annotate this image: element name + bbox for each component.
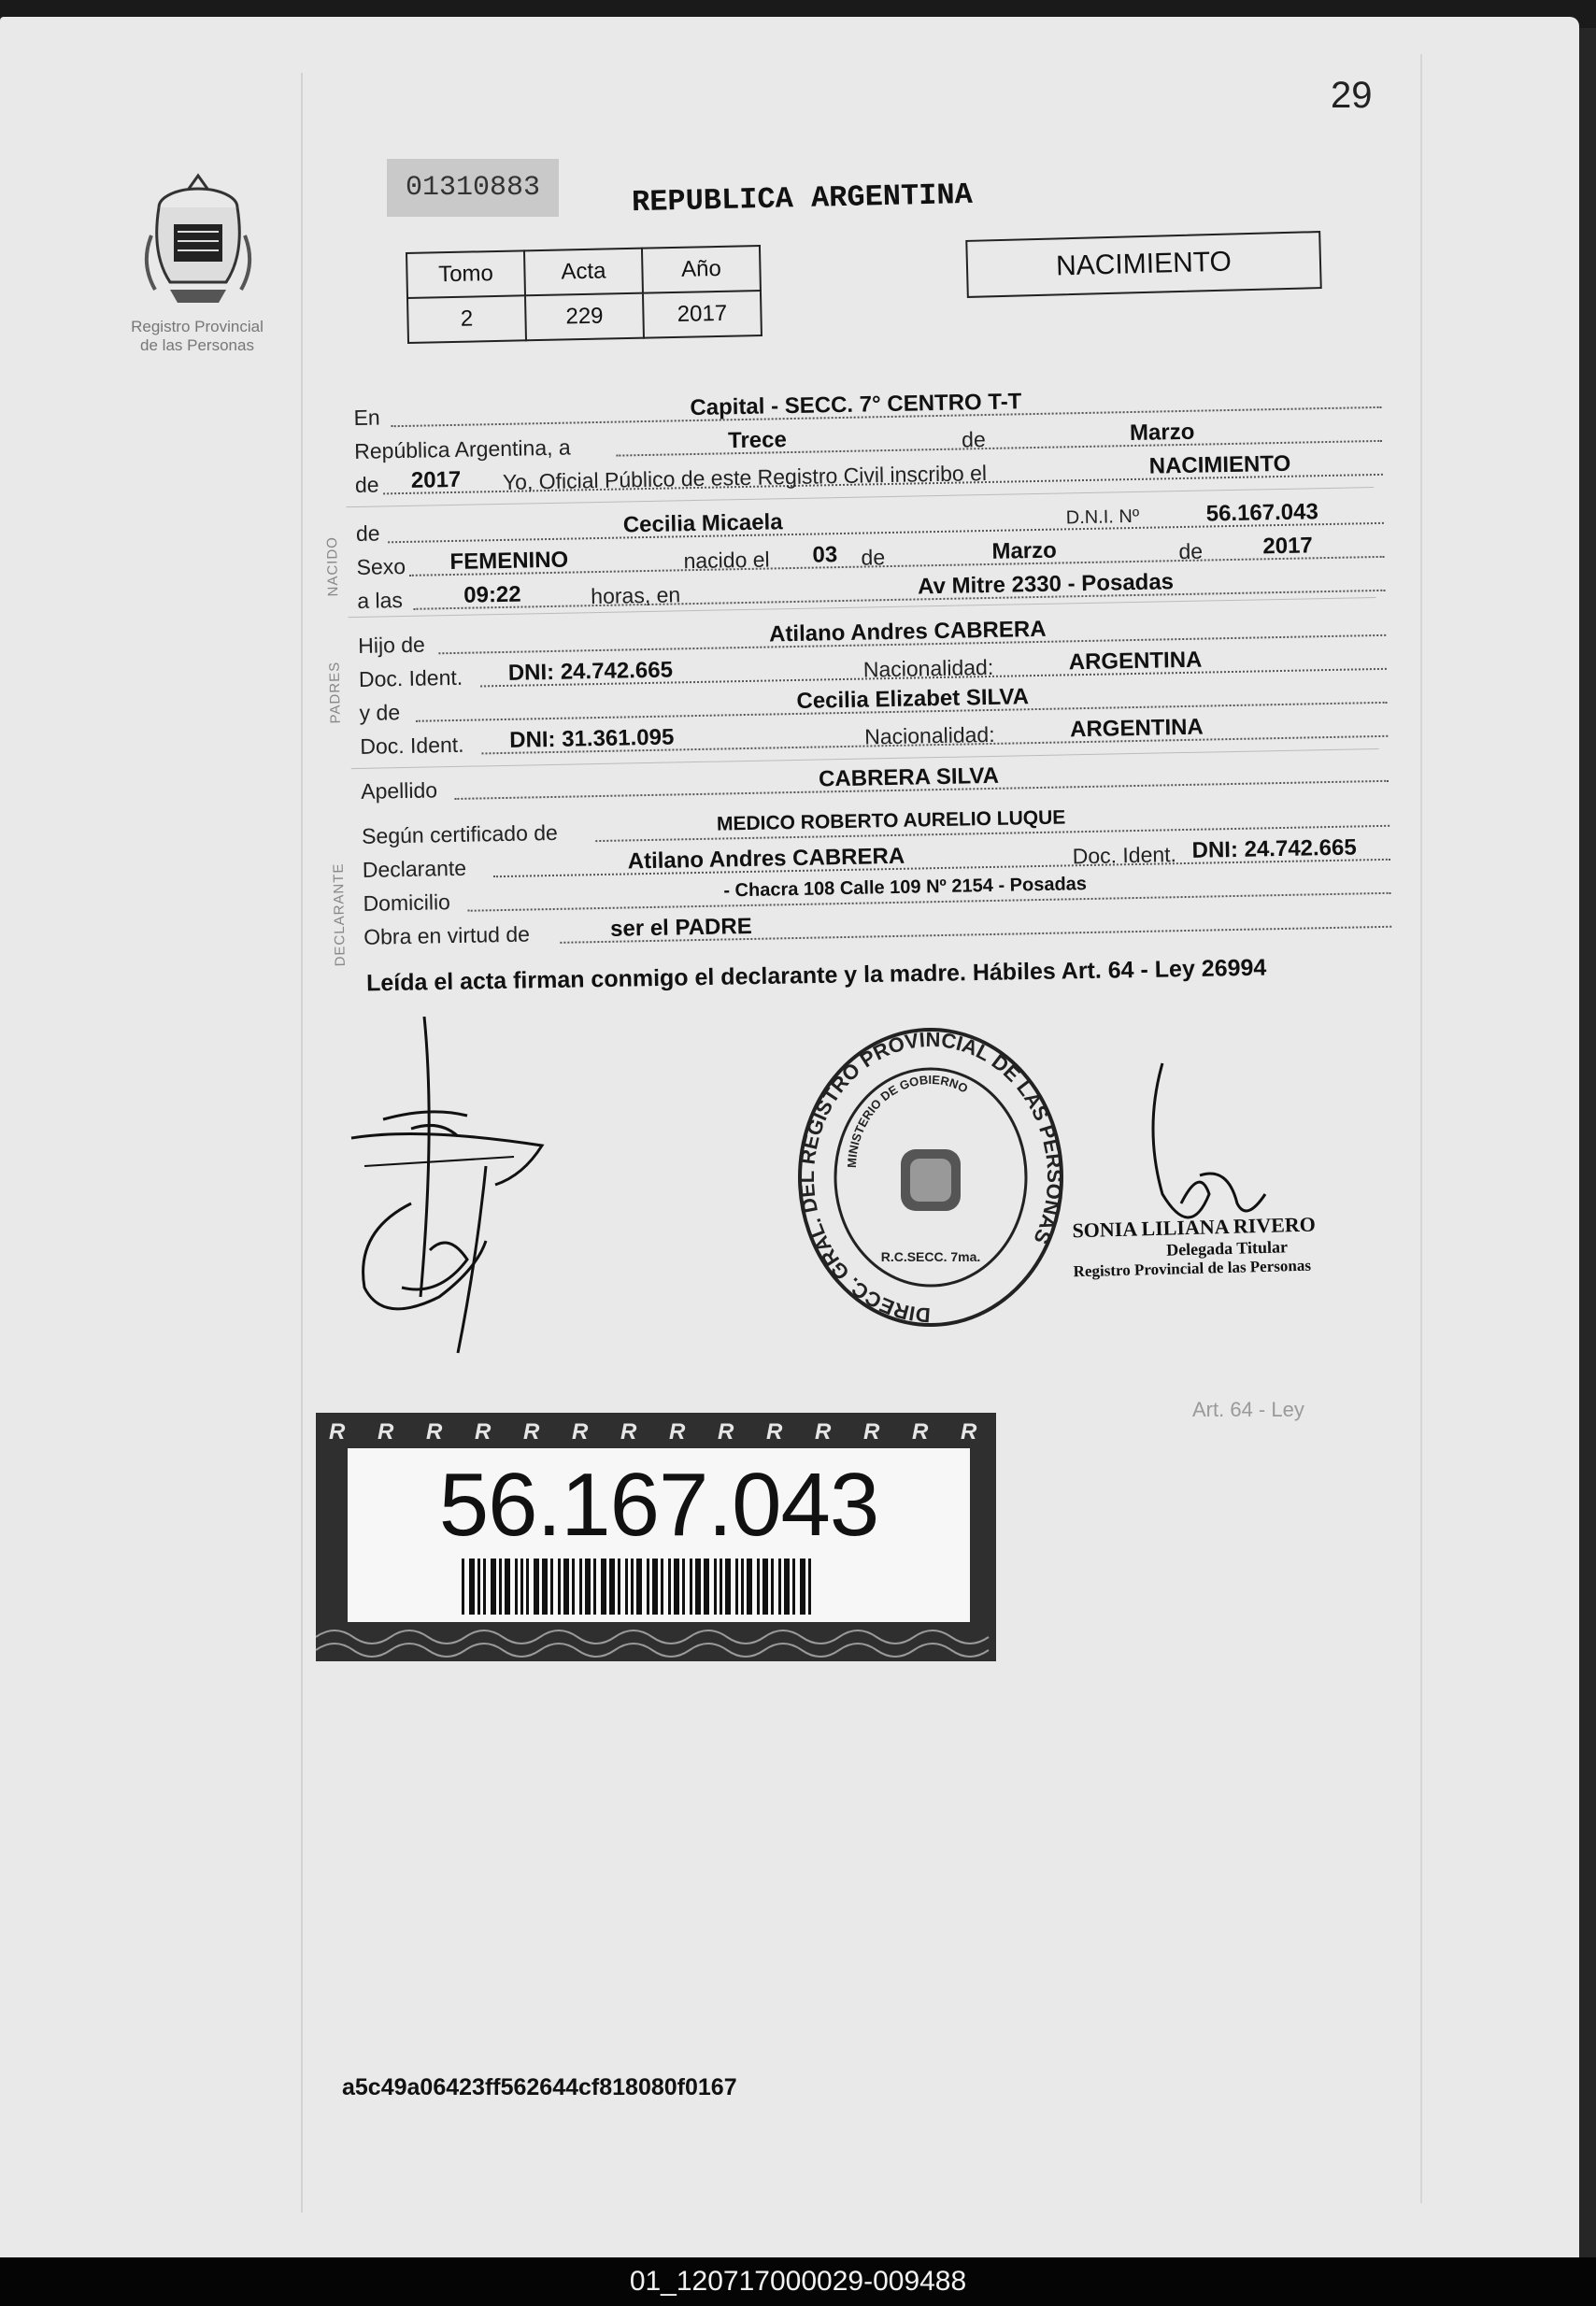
page-number: 29: [1331, 75, 1373, 116]
domicilio-value: - Chacra 108 Calle 109 Nº 2154 - Posadas: [723, 874, 1088, 902]
doc-label: Doc. Ident.: [358, 664, 463, 691]
barcode-bar: [469, 1559, 475, 1615]
sexo-label: Sexo: [356, 553, 406, 579]
inscribo-label: Yo, Oficial Público de este Registro Civil inscribo el: [502, 461, 988, 494]
barcode-bar: [682, 1559, 685, 1615]
section-label-nacido: NACIDO: [323, 535, 342, 597]
declarant-signature-icon: [346, 1017, 570, 1362]
yde-label: y de: [359, 700, 401, 725]
barcode-bar: [808, 1559, 811, 1615]
security-badge-letter: R: [718, 1419, 734, 1445]
barcode-bar: [778, 1559, 781, 1615]
barcode-bar: [618, 1559, 620, 1615]
registry-value-row: [407, 291, 762, 343]
birth-day-value: 03: [812, 542, 838, 568]
declarante-label: Declarante: [362, 855, 467, 882]
barcode-bar: [800, 1559, 805, 1615]
apellido-value: CABRERA SILVA: [818, 762, 1000, 792]
barcode-bar: [593, 1559, 596, 1615]
security-badge-letter: R: [378, 1419, 394, 1445]
barcode-bar: [695, 1559, 701, 1615]
barcode-bar: [526, 1559, 529, 1615]
dni-value: 56.167.043: [1205, 499, 1319, 527]
barcode-bar: [558, 1559, 561, 1615]
barcode-bar: [792, 1559, 795, 1615]
security-badge-letter: R: [329, 1419, 346, 1445]
certificado-value: MEDICO ROBERTO AURELIO LUQUE: [716, 806, 1066, 835]
barcode-bar: [636, 1559, 642, 1615]
registry-header-cell: Acta: [524, 249, 643, 296]
year-value: 2017: [410, 466, 462, 493]
sexo-value: FEMENINO: [449, 547, 569, 576]
barcode-bar: [491, 1559, 496, 1615]
registry-header-cell: Año: [642, 246, 761, 293]
domicilio-label: Domicilio: [363, 890, 451, 916]
security-badge-letter: R: [863, 1419, 880, 1445]
barcode-bar: [704, 1559, 709, 1615]
barcode-bar: [631, 1559, 634, 1615]
bleed-through-text: Art. 64 - Ley: [1192, 1398, 1304, 1421]
barcode-bar: [462, 1559, 464, 1615]
section-label-padres: PADRES: [326, 661, 344, 724]
barcode-bar: [550, 1559, 553, 1615]
barcode-bar: [771, 1559, 774, 1615]
section-label-declarante: DECLARANTE: [330, 862, 349, 967]
barcode-bar: [674, 1559, 679, 1615]
security-badge-letter: R: [912, 1419, 929, 1445]
dni-label: D.N.I. Nº: [1065, 505, 1140, 529]
document-hash: a5c49a06423ff562644cf818080f0167: [342, 2074, 737, 2100]
scan-footer-id: 01_120717000029-009488: [0, 2257, 1596, 2306]
registry-value-cell: 229: [525, 293, 644, 341]
security-badge-letter: R: [961, 1419, 977, 1445]
certificate-page: [0, 17, 1579, 2257]
barcode-label: [316, 1413, 996, 1661]
barcode-bar: [505, 1559, 510, 1615]
legal-statement: Leída el acta firman conmigo el declarante y la madre. Hábiles Art. 64 - Ley 26994: [365, 954, 1267, 997]
inscribo-value: NACIMIENTO: [1148, 450, 1291, 479]
birth-record-form: [323, 371, 1390, 967]
registry-value-cell: 2: [407, 295, 526, 343]
horas-label: horas, en: [591, 582, 681, 609]
doc3-label: Doc. Ident.: [1072, 842, 1177, 869]
province-coat-of-arms-icon: [133, 170, 264, 310]
barcode-bar: [647, 1559, 649, 1615]
security-badge-letter: R: [669, 1419, 686, 1445]
father-doc-value: DNI: 24.742.665: [507, 657, 674, 686]
serial-number: 01310883: [387, 159, 559, 217]
barcode-bar: [579, 1559, 582, 1615]
seal-inner-text: MINISTERIO DE GOBIERNO: [844, 1072, 971, 1169]
seal-outer-text: DIRECC. GRAL. DEL REGISTRO PROVINCIAL DE LAS PERSONAS: [795, 1028, 1067, 1328]
barcode-bar: [690, 1559, 692, 1615]
de-label: de: [961, 427, 986, 452]
barcode-bar: [747, 1559, 752, 1615]
father-nationality-value: ARGENTINA: [1068, 647, 1203, 676]
security-badge-letter: R: [426, 1419, 443, 1445]
barcode-bar: [534, 1559, 539, 1615]
birth-year-value: 2017: [1262, 533, 1314, 560]
security-badge-letter: R: [475, 1419, 492, 1445]
hijo-label: Hijo de: [357, 632, 426, 658]
logo-caption: Registro Provincial de las Personas: [131, 318, 264, 354]
barcode-bar: [625, 1559, 628, 1615]
registry-header-row: [406, 246, 761, 298]
father-name-value: Atilano Andres CABRERA: [768, 616, 1047, 648]
seal-bottom-text: R.C.SECC. 7ma.: [880, 1249, 981, 1264]
form-row-apellido: [361, 756, 1389, 807]
time-value: 09:22: [463, 581, 521, 608]
registry-table: [406, 245, 762, 344]
birth-month-value: Marzo: [991, 537, 1058, 564]
nacido-label: nacido el: [683, 547, 770, 574]
barcode-bar: [741, 1559, 744, 1615]
de3-label: de: [355, 520, 380, 546]
security-badge-letter: R: [572, 1419, 589, 1445]
officer-role: Delegada Titular: [1165, 1237, 1289, 1260]
mother-doc-value: DNI: 31.361.095: [508, 724, 675, 753]
officer-block: [1072, 1211, 1382, 1282]
barcode-bar: [585, 1559, 591, 1615]
child-name-value: Cecilia Micaela: [622, 509, 783, 538]
nacionalidad2-label: Nacionalidad:: [863, 721, 995, 749]
republica-label: República Argentina, a: [353, 434, 571, 463]
registry-header-cell: Tomo: [406, 250, 525, 298]
certificado-label: Según certificado de: [361, 819, 559, 848]
obra-label: Obra en virtud de: [363, 921, 531, 949]
registry-seal-stamp-icon: [791, 1028, 1071, 1336]
barcode-bar: [720, 1559, 722, 1615]
barcode-bars-icon: [462, 1559, 854, 1615]
barcode-bar: [520, 1559, 523, 1615]
barcode-bar: [563, 1559, 569, 1615]
nacionalidad-label: Nacionalidad:: [862, 654, 994, 682]
barcode-bar: [483, 1559, 486, 1615]
security-badge-letter: R: [766, 1419, 783, 1445]
act-type-box: NACIMIENTO: [965, 231, 1321, 298]
barcode-number: 56.167.043: [438, 1455, 879, 1555]
obra-value: ser el PADRE: [609, 913, 752, 942]
barcode-bar: [601, 1559, 606, 1615]
barcode-bar: [784, 1559, 790, 1615]
barcode-bar: [652, 1559, 658, 1615]
alas-label: a las: [357, 588, 404, 613]
barcode-bar: [725, 1559, 731, 1615]
barcode-bar: [477, 1559, 480, 1615]
officer-registry: Registro Provincial de las Personas: [1073, 1256, 1312, 1281]
declarante-value: Atilano Andres CABRERA: [627, 843, 905, 875]
doc2-label: Doc. Ident.: [360, 732, 464, 759]
barcode-bar: [661, 1559, 663, 1615]
en-value: Capital - SECC. 7° CENTRO T-T: [690, 389, 1022, 421]
security-badge-letter: R: [815, 1419, 832, 1445]
de5-label: de: [1178, 538, 1204, 564]
barcode-bar: [572, 1559, 575, 1615]
barcode-bar: [668, 1559, 671, 1615]
barcode-panel: [348, 1448, 970, 1622]
month-value: Marzo: [1129, 419, 1195, 447]
mother-nationality-value: ARGENTINA: [1069, 714, 1204, 743]
registry-value-cell: 2017: [643, 291, 762, 338]
barcode-bar: [609, 1559, 615, 1615]
security-badge-letter: R: [523, 1419, 540, 1445]
barcode-bar: [499, 1559, 502, 1615]
security-badge-letter: R: [620, 1419, 637, 1445]
barcode-bar: [542, 1559, 548, 1615]
barcode-bar: [762, 1559, 768, 1615]
day-value: Trece: [727, 427, 788, 454]
de2-label: de: [354, 472, 379, 497]
barcode-bar: [714, 1559, 717, 1615]
mother-name-value: Cecilia Elizabet SILVA: [796, 684, 1030, 714]
place-value: Av Mitre 2330 - Posadas: [917, 569, 1175, 600]
barcode-bar: [735, 1559, 738, 1615]
de4-label: de: [861, 545, 886, 570]
barcode-bar: [757, 1559, 760, 1615]
officer-name: SONIA LILIANA RIVERO: [1072, 1212, 1317, 1243]
en-label: En: [353, 405, 380, 430]
barcode-bar: [515, 1559, 518, 1615]
declarante-doc-value: DNI: 24.742.665: [1191, 834, 1357, 863]
document-title: REPUBLICA ARGENTINA: [631, 177, 974, 221]
apellido-label: Apellido: [360, 777, 438, 804]
